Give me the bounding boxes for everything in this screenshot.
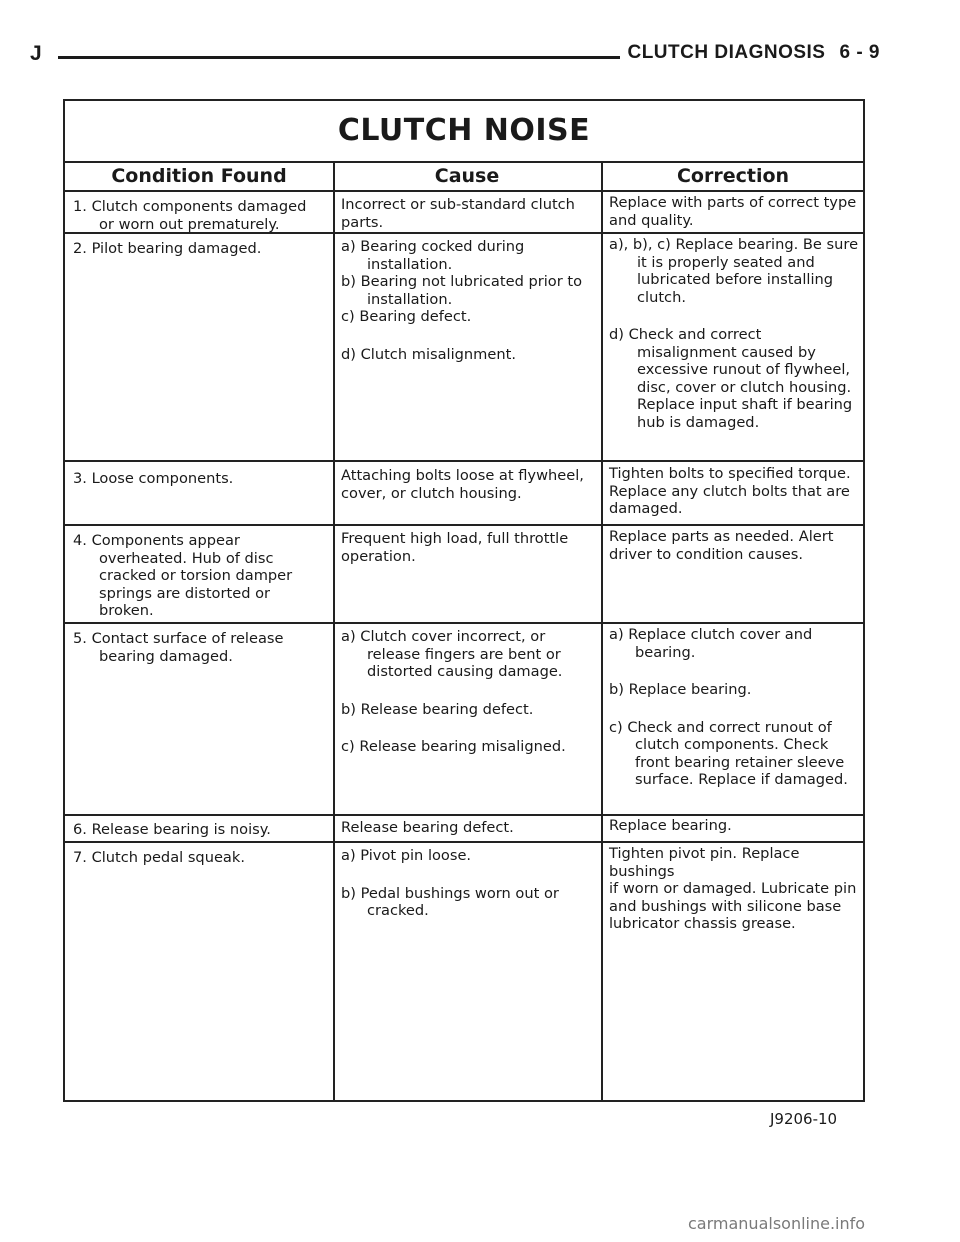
diagnosis-chart	[63, 99, 865, 1102]
row-divider	[65, 460, 863, 462]
cause-cell	[341, 819, 595, 837]
column-header-condition: Condition Found	[111, 165, 287, 187]
cause-text: Incorrect or sub-standard clutch	[341, 196, 575, 213]
row-divider	[65, 814, 863, 816]
correction-text: Tighten pivot pin. Replace bushings	[609, 845, 800, 880]
table-row	[73, 470, 329, 488]
cause-item: b) Pedal bushings worn out or cracked.	[341, 884, 559, 919]
correction-item: c) Check and correct runout of clutch components. Check front bearing retainer sleeve surface. Replace if damaged.	[609, 718, 848, 788]
correction-cell	[609, 817, 861, 835]
title-divider	[65, 161, 863, 163]
correction-text: Replace with parts of correct type	[609, 194, 857, 211]
watermark: carmanualsonline.info	[688, 1214, 866, 1233]
row-divider	[65, 841, 863, 843]
condition-text: 1. Clutch components damaged	[73, 198, 307, 215]
column-header-correction: Correction	[676, 165, 790, 187]
condition-text: 6. Release bearing is noisy.	[73, 821, 271, 838]
cause-cell	[341, 196, 595, 231]
cause-text: Release bearing defect.	[341, 819, 514, 836]
cause-cell	[341, 467, 595, 502]
cause-text: Attaching bolts loose at flywheel,	[341, 467, 584, 484]
condition-text: 5. Contact surface of release bearing damaged.	[73, 630, 284, 665]
row-divider	[65, 622, 863, 624]
header-rule	[58, 56, 620, 59]
row-divider	[65, 524, 863, 526]
correction-text: and quality.	[609, 211, 694, 229]
cause-item: c) Release bearing misaligned.	[341, 738, 566, 755]
header-letter: J	[30, 42, 42, 65]
correction-text: Tighten bolts to specified torque.	[609, 465, 851, 482]
correction-cell	[609, 236, 861, 431]
correction-cell	[609, 626, 861, 789]
cause-cell	[341, 847, 595, 920]
correction-text: and bushings with silicone base	[609, 897, 842, 915]
correction-cell	[609, 845, 861, 933]
table-row	[73, 849, 329, 867]
cause-cell	[341, 238, 595, 363]
cause-item: b) Bearing not lubricated prior to installation.	[341, 273, 583, 308]
table-row	[73, 198, 329, 233]
cause-cell	[341, 530, 595, 565]
figure-id: J9206-10	[770, 1110, 838, 1128]
cause-item: d) Clutch misalignment.	[341, 345, 516, 363]
correction-text: if worn or damaged. Lubricate pin	[609, 880, 857, 897]
section-title: CLUTCH DIAGNOSIS	[627, 42, 826, 63]
table-row	[73, 240, 329, 258]
correction-text: Replace parts as needed. Alert	[609, 528, 834, 545]
chart-title: CLUTCH NOISE	[337, 113, 591, 148]
column-divider	[601, 161, 603, 1100]
table-row	[73, 630, 329, 665]
column-header-cause: Cause	[434, 165, 500, 187]
cause-item: a) Bearing cocked during installation.	[341, 238, 525, 273]
header-divider	[65, 190, 863, 192]
cause-item: c) Bearing defect.	[341, 308, 472, 325]
correction-text: driver to condition causes.	[609, 545, 804, 563]
correction-item: a) Replace clutch cover and bearing.	[609, 626, 813, 661]
correction-cell	[609, 465, 861, 518]
correction-text: Replace any clutch bolts that are	[609, 482, 850, 500]
cause-item: a) Clutch cover incorrect, or release fingers are bent or distorted causing damage.	[341, 628, 563, 680]
table-row	[73, 532, 303, 620]
page-number: 6 - 9	[839, 42, 880, 63]
correction-cell	[609, 194, 861, 229]
cause-cell	[341, 628, 595, 756]
correction-item: d) Check and correct misalignment caused by excessive runout of flywheel, disc, cover or clutch housing. Replace input shaft if bearing hub is damaged.	[609, 326, 853, 431]
page-header	[30, 42, 880, 76]
condition-text: 4. Components appear overheated. Hub of disc cracked or torsion damper springs are distorted or broken.	[73, 532, 293, 619]
cause-text: operation.	[341, 547, 416, 565]
cause-text: cover, or clutch housing.	[341, 484, 522, 502]
cause-item: b) Release bearing defect.	[341, 700, 534, 718]
cause-text: Frequent high load, full throttle	[341, 530, 569, 547]
condition-text: 3. Loose components.	[73, 470, 234, 487]
table-row	[73, 821, 329, 839]
correction-cell	[609, 528, 861, 563]
column-divider	[333, 161, 335, 1100]
condition-text: 2. Pilot bearing damaged.	[73, 240, 262, 257]
correction-item: b) Replace bearing.	[609, 681, 752, 698]
condition-text: or worn out prematurely.	[99, 215, 280, 233]
condition-text: 7. Clutch pedal squeak.	[73, 849, 245, 866]
header-title	[627, 42, 880, 64]
cause-text: parts.	[341, 213, 384, 231]
cause-item: a) Pivot pin loose.	[341, 847, 472, 864]
correction-text: Replace bearing.	[609, 817, 732, 834]
correction-text: damaged.	[609, 500, 683, 517]
correction-item: a), b), c) Replace bearing. Be sure it is properly seated and lubricated before installing clutch.	[609, 236, 859, 306]
correction-text: lubricator chassis grease.	[609, 915, 796, 932]
